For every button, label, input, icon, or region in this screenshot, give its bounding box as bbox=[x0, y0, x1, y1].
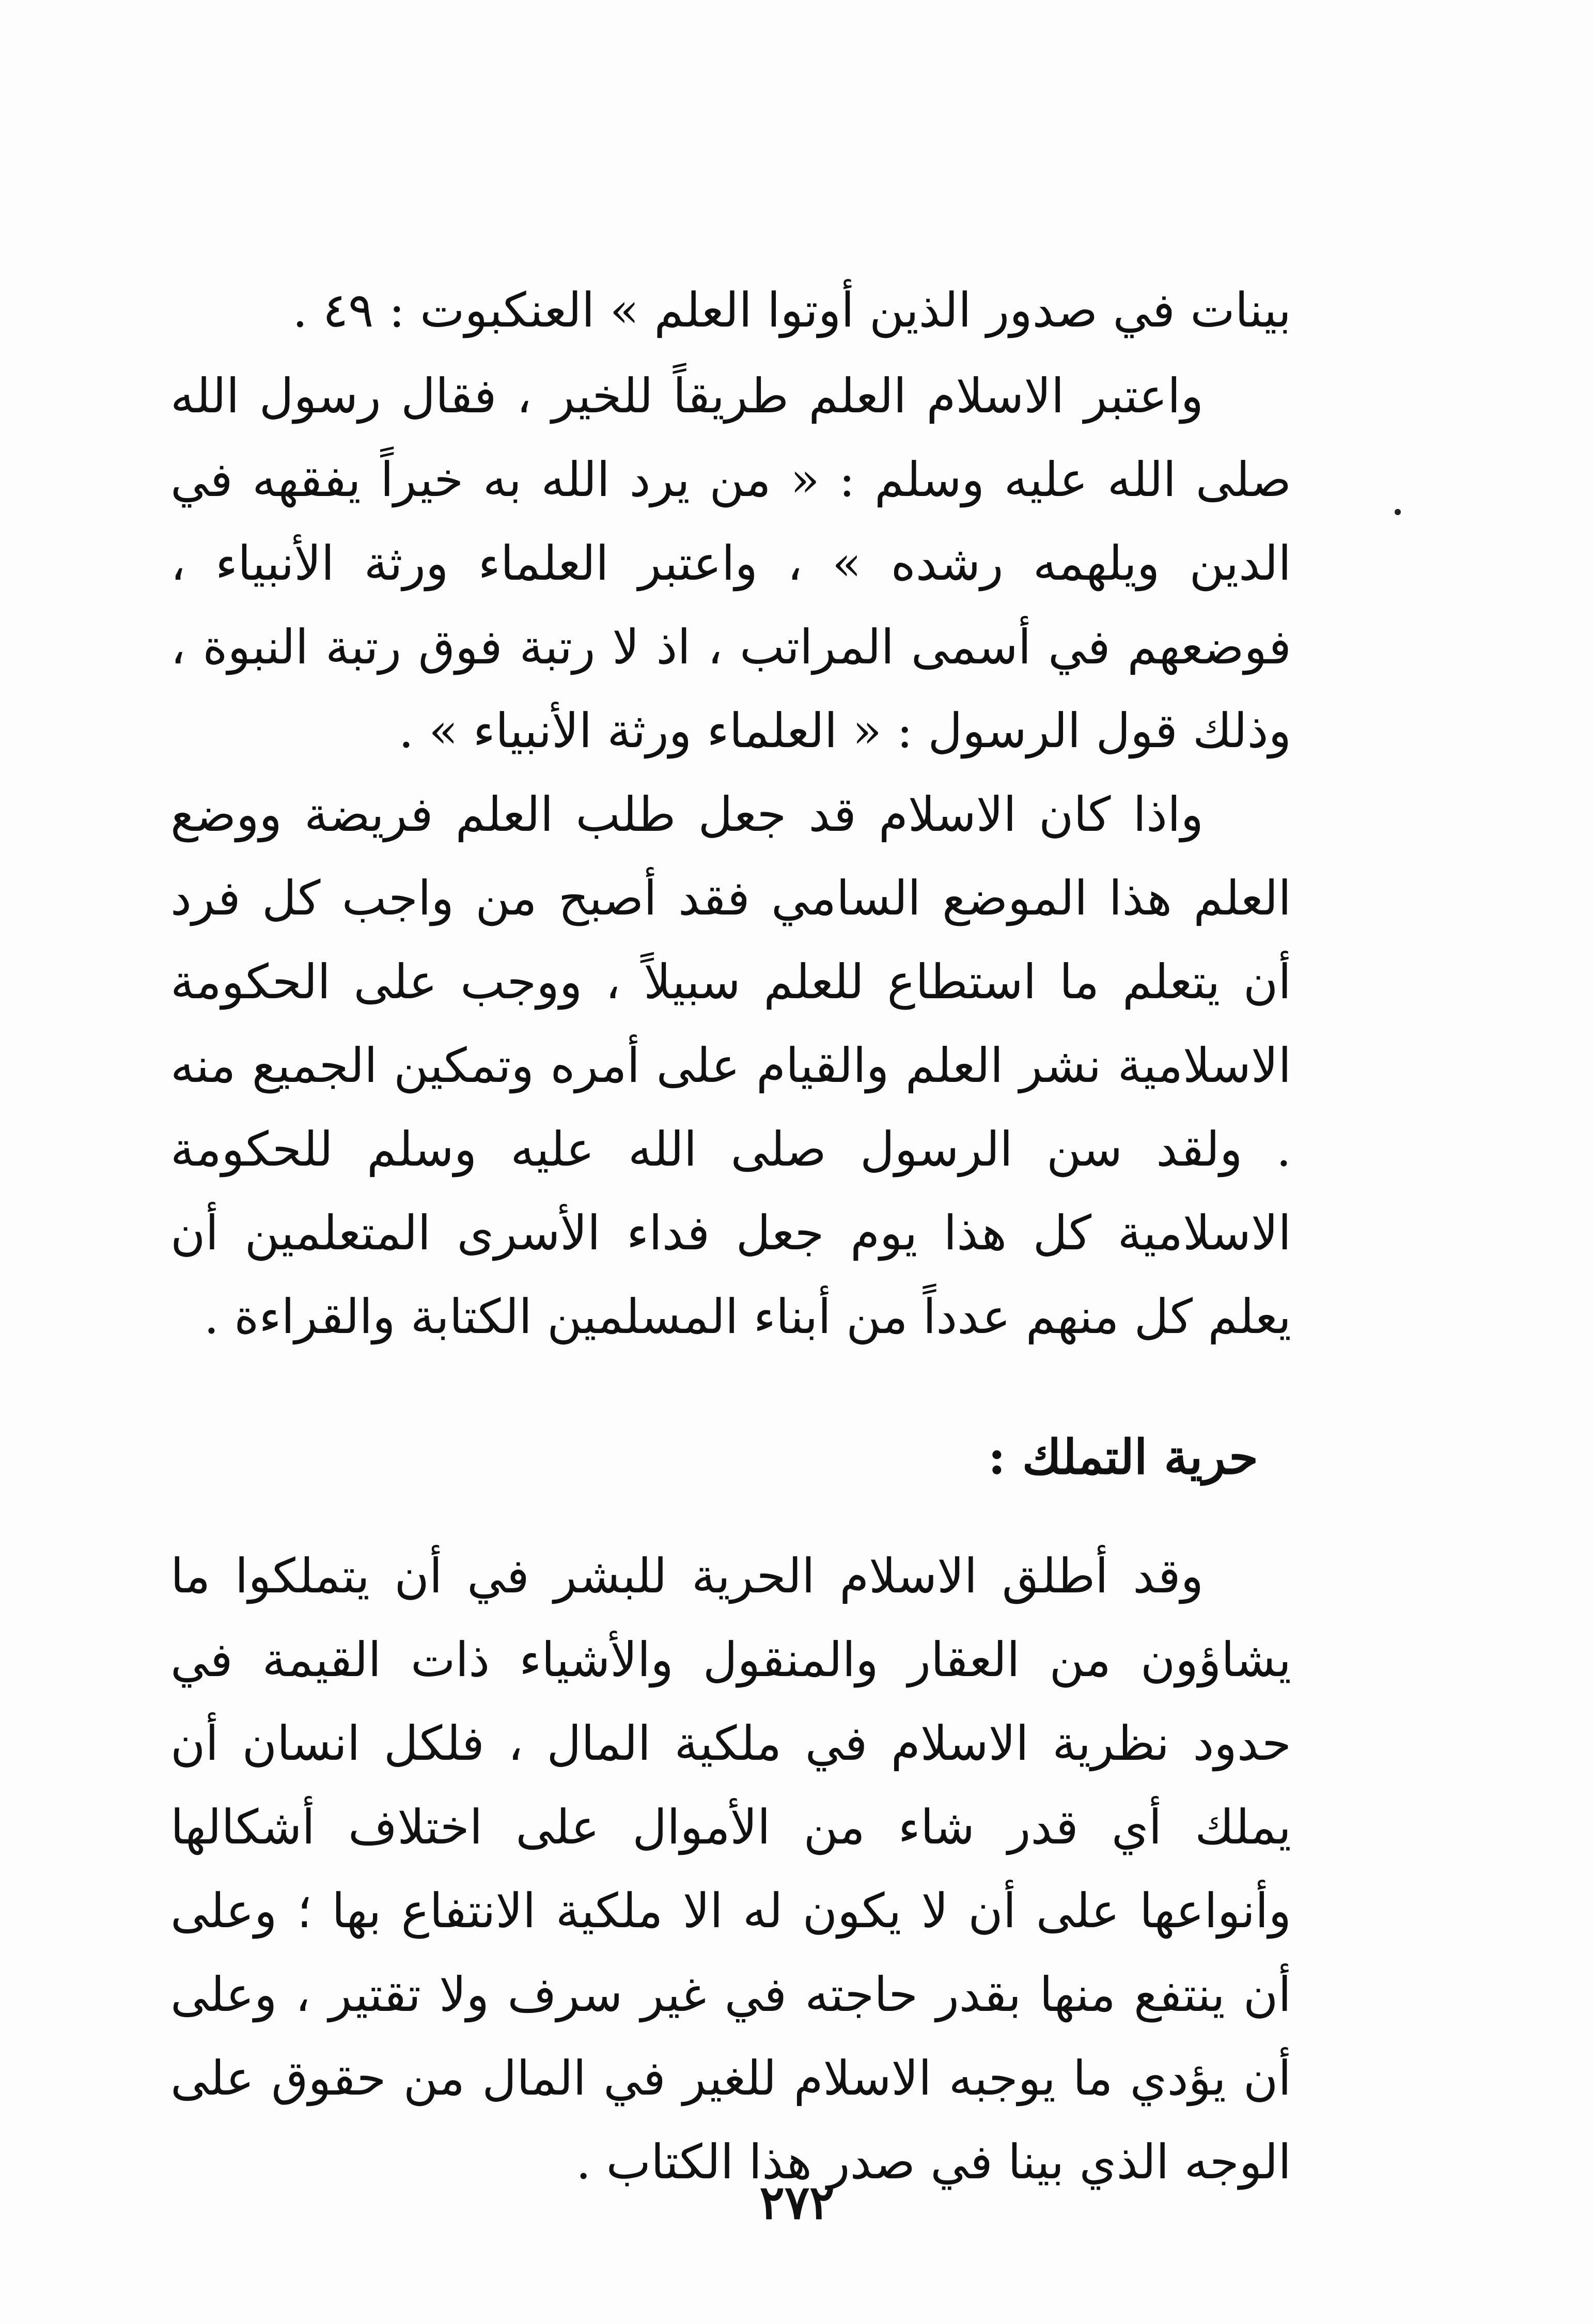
paragraph-knowledge-path: واعتبر الاسلام العلم طريقاً للخير ، فقال رسول الله صلى الله عليه وسلم : « من يرد الله به خيراً يفقهه في الدين ويلهمه رشده » ، واعتبر العلماء ورثة الأنبياء ، فوضعهم في أسمى المراتب ، اذ لا رتبة فوق رتبة النبوة ، وذلك قول الرسول : « العلماء ورثة الأنبياء » . bbox=[170, 368, 1291, 758]
page-number: ٢٧٢ bbox=[759, 2175, 835, 2230]
paragraph-duty-of-learning: واذا كان الاسلام قد جعل طلب العلم فريضة ووضع العلم هذا الموضع السامي فقد أصبح من واجب كل فرد أن يتعلم ما استطاع للعلم سبيلاً ، ووجب على الحكومة الاسلامية نشر العلم والقيام على أمره وتمكين الجميع منه . ولقد سن الرسول صلى الله عليه وسلم للحكومة الاسلامية كل هذا يوم جعل فداء الأسرى المتعلمين أن يعلم كل منهم عدداً من أبناء المسلمين الكتابة والقراءة . bbox=[170, 787, 1291, 1344]
paragraph-ownership: وقد أطلق الاسلام الحرية للبشر في أن يتملكوا ما يشاؤون من العقار والمنقول والأشياء ذات القيمة في حدود نظرية الاسلام في ملكية المال ، فلكل انسان أن يملك أي قدر شاء من الأموال على اختلاف أشكالها وأنواعها على أن لا يكون له الا ملكية الانتفاع بها ؛ وعلى أن ينتفع منها بقدر حاجته في غير سرف ولا تقتير ، وعلى أن يؤدي ما يوجبه الاسلام للغير في المال من حقوق على الوجه الذي بينا في صدر هذا الكتاب . bbox=[170, 1548, 1291, 2190]
margin-dot-mark bbox=[1395, 509, 1401, 515]
continued-quote-line: بينات في صدور الذين أوتوا العلم » العنكبوت : ٤٩ . bbox=[292, 283, 1291, 338]
section-heading-freedom-of-ownership: حرية التملك : bbox=[988, 1429, 1258, 1485]
